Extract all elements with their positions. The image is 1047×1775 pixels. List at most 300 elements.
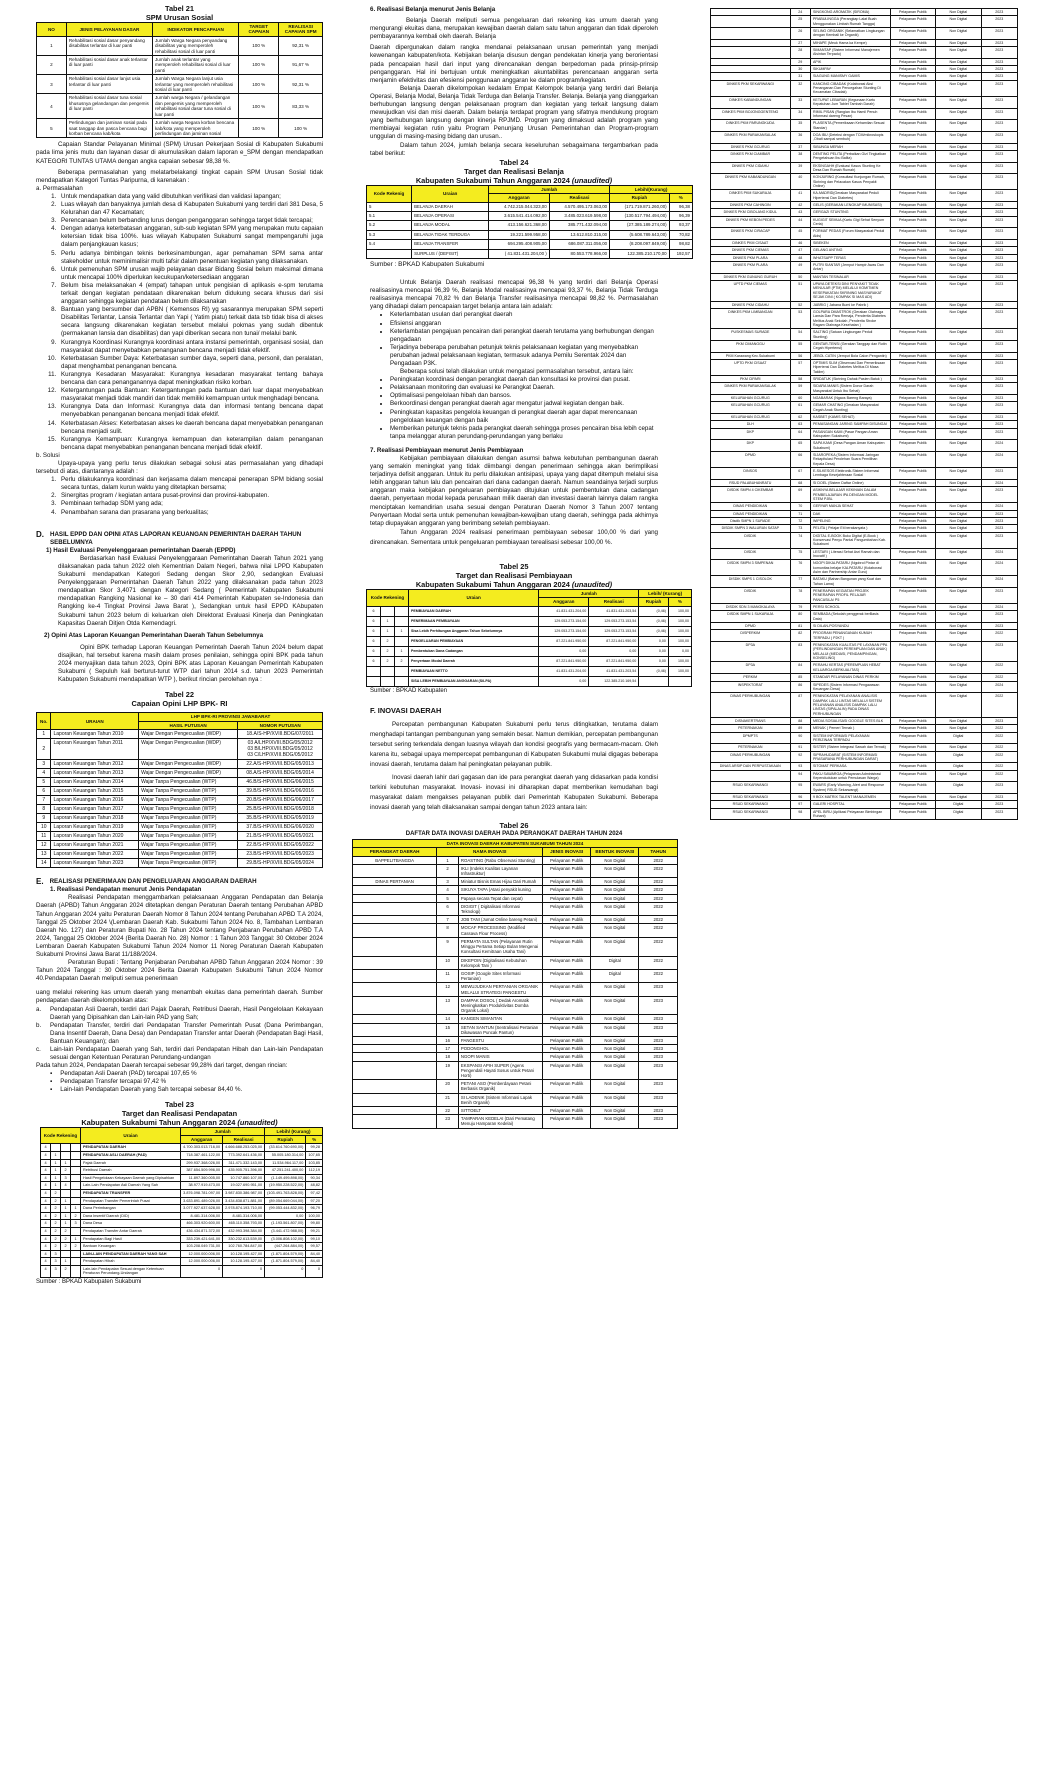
table-cell: (171.719.871.260,00): [610, 202, 669, 211]
list-item: 15. Kurangnya Kemampuan: Kurangnya kemampuan dan keterampilan dalam penanganan bencana dapat menyebabkan penanganan bencana menjadi tidak efektif.: [58, 436, 323, 452]
t24-header-kode: Kode Rekenig: [367, 185, 412, 202]
table-cell: 70,82: [669, 230, 692, 239]
table-cell: Non Digital: [936, 604, 981, 611]
table-cell: [381, 666, 395, 676]
table-cell: 0,00: [265, 1212, 306, 1220]
table-cell: Non Digital: [936, 487, 981, 503]
table-cell: Pelayanan Publik: [890, 281, 935, 301]
table-23-subtitle: [36, 1118, 323, 1127]
table-cell: ( 41.831.431.204,00 ): [489, 249, 549, 258]
table-cell: 2: [381, 646, 395, 656]
table-cell: 2: [51, 1189, 61, 1197]
table-cell: Laporan Keuangan Tahun 2013: [51, 769, 139, 778]
table-row: [711, 452, 1018, 468]
table-cell: 112,19: [306, 1167, 323, 1175]
table-row: [711, 525, 1018, 532]
table-cell: DINAS PERTANIAN: [353, 878, 437, 886]
table-cell: 50: [790, 273, 810, 280]
table-cell: SINGKONG AROMATIK (SIROMA): [811, 9, 891, 16]
table-cell: Retribusi Daerah: [81, 1167, 181, 1175]
table-cell: 2023: [981, 247, 1017, 254]
table-cell: 0,00: [539, 646, 589, 656]
table-cell: PASANGAN KAMI (Pasar Pangan Aman Kabupaten Sukabumi): [811, 428, 891, 440]
t25-header-jumlah: Jumlah: [539, 589, 639, 597]
table-cell: Wajar Tanpa Pengecualian (WTP): [139, 787, 238, 796]
table-24-title: Target dan Realisasi Belanja: [464, 166, 564, 176]
table-cell: PUTRI SIANTAR (Jemput Hampir Awas Dan Antar): [811, 262, 891, 274]
table-row: [711, 794, 1018, 801]
table-cell: 1: [61, 1205, 71, 1213]
table-cell: 2023: [981, 487, 1017, 503]
section-e-heading: [36, 878, 323, 886]
table-cell: Rehabilitasi sosial dasar lanjut usia terlantar di luar panti: [66, 75, 152, 94]
table-cell: 2023: [639, 983, 678, 996]
table-cell: Laporan Keuangan Tahun 2014: [51, 778, 139, 787]
table-cell: 2.978.874.193.710,00: [223, 1205, 265, 1213]
table-cell: Pelayanan Publik: [890, 782, 935, 794]
table-cell: 96,79: [306, 1205, 323, 1213]
table-cell: 21.B/S-HP/XVIII.BDG/05/2021: [238, 832, 323, 841]
section-7-paragraph-2: Tahun Anggaran 2024 realisasi penerimaan pembiayaan sebesar 100,00 % dari yang direncanakan. Sementara untuk pengeluaran pembiayaan terealisasi sebesar 100,00 %.: [370, 528, 658, 546]
table-cell: 2023: [981, 39, 1017, 46]
table-cell: Laporan Keuangan Tahun 2023: [51, 859, 139, 868]
table-cell: 55.005.180.314,00: [265, 1151, 306, 1159]
table-cell: Non Digital: [591, 1115, 639, 1128]
table-cell: [711, 66, 791, 73]
table-cell: 15: [437, 1023, 459, 1036]
table-cell: 2: [51, 1205, 61, 1213]
table-cell: SIJAROPEKA (Sistem Informasi Jaringan Rekapitulasi Perolehan Suara Pemilihan Kepala Desa): [811, 452, 891, 468]
table-cell: 3: [37, 75, 67, 94]
table-cell: Pelayanan Publik: [543, 856, 591, 864]
table-cell: Non Digital: [591, 1023, 639, 1036]
table-cell: Pendapatan Transfer Pemerintah Pusat: [81, 1197, 181, 1205]
table-cell: Laporan Keuangan Tahun 2012: [51, 760, 139, 769]
table-cell: Non Digital: [936, 517, 981, 524]
table-cell: 4: [41, 1265, 51, 1277]
table-cell: 10.747.860.107,00: [223, 1174, 265, 1182]
table-cell: OPTIMIS SLIM (Observasi Dan Pemeriksaan Hipertensi Dan Diabetes Melitus Di Masa Taklim): [811, 359, 891, 375]
table-cell: 72: [790, 517, 810, 524]
table-cell: Pelayanan Publik: [543, 937, 591, 956]
table-cell: 2023: [981, 308, 1017, 328]
table-cell: 5: [37, 778, 51, 787]
solutions-list: [36, 476, 323, 516]
table-cell: 12.000.000.006,00: [181, 1258, 223, 1266]
table-cell: 46.B/S-HP/XVIII.BDG/06/2015: [238, 778, 323, 787]
table-cell: Non Digital: [936, 359, 981, 375]
list-item: 3. Perencanaan belum berbanding lurus dengan penganggaran sehingga target tidak tercapai;: [58, 217, 323, 225]
table-cell: [395, 666, 409, 676]
table-cell: 0,00: [639, 646, 669, 656]
table-cell: Pelayanan Publik: [890, 254, 935, 261]
table-cell: Non Digital: [936, 642, 981, 662]
table-row: [37, 778, 323, 787]
t25-header-realisasi: Realisasi: [589, 598, 639, 606]
table-cell: Pelayanan Publik: [890, 174, 935, 190]
table-cell: 2023: [981, 517, 1017, 524]
table-cell: 385.771.432.094,00: [549, 221, 609, 230]
section-7-paragraph-1: Kebijakan pembiayaan dilakukan dengan asumsi bahwa kebutuhan pembangunan daerah yang semakin meningkat yang tidak diimbangi dengan penerimaan sehingga akan berimplikasi terjadinya defisit anggaran. Untuk itu perlu dilakukan antisipasi, upaya yang dapat ditempuh melalui sisa lebih anggaran tahun lalu dan pencairan dari dana cadangan daerah. Namun seandainya terjadi surplus anggaran maka kebijakan pengeluaran pembiayaan ditujukan untuk pembentukan dana cadangan daerah, penyertaan modal kepada perusahaan milik daerah dan investasi daerah lainnya dalam rangka menciptakan kemandirian usaha sesuai dengan Peraturan Daerah Nomor 3 Tahun 2007 tentang Penyertaan Modal serta untuk pemenuhan kewajiban-kewajiban utang daerah, sehingga pada akhirnya tetap diupayakan anggaran yang berimbang setelah pembiayaan.: [370, 455, 658, 527]
table-cell: DINKES PKM CIAMBAR: [711, 150, 791, 162]
table-cell: Non Digital: [936, 262, 981, 274]
table-cell: 4: [41, 1151, 51, 1159]
table-cell: Pelayanan Publik: [890, 681, 935, 693]
table-cell: 2023: [981, 801, 1017, 808]
table-cell: Pelayanan Publik: [890, 150, 935, 162]
table-row: [711, 717, 1018, 724]
table-cell: [395, 616, 409, 626]
table-cell: [71, 1174, 81, 1182]
table-row: [711, 209, 1018, 216]
table-cell: 2023: [981, 202, 1017, 209]
table-cell: Pelayanan Publik: [543, 1015, 591, 1023]
table-row: [711, 150, 1018, 162]
table-cell: 2023: [981, 80, 1017, 96]
table-cell: 46: [790, 240, 810, 247]
table-cell: DINKES PKM KABANDUNGAN: [711, 174, 791, 190]
table-cell: 2: [51, 1212, 61, 1220]
table-cell: Pelayanan Publik: [890, 421, 935, 428]
table-row: [353, 878, 678, 886]
table-cell: 100 %: [239, 75, 279, 94]
table-cell: 2024: [981, 479, 1017, 486]
t26-header-jenis: JENIS INOVASI: [543, 848, 591, 856]
table-cell: Pelayanan Publik: [890, 47, 935, 59]
table-cell: Pelayanan Publik: [890, 588, 935, 604]
table-cell: 100 %: [239, 119, 279, 138]
table-cell: 2: [395, 656, 409, 666]
table-cell: 67: [790, 468, 810, 480]
table-cell: 83,33 %: [279, 94, 323, 119]
table-cell: 33: [790, 96, 810, 108]
table-cell: [353, 1093, 437, 1106]
table-cell: [71, 1258, 81, 1266]
table-row: [41, 1205, 323, 1213]
table-cell: Pelayanan Publik: [890, 190, 935, 202]
table-cell: Non Digital: [936, 479, 981, 486]
table-cell: DIGITAL E-BOOK Buku Digital (E-Book ) Konservasi Penyu Pantai Pangumbahan Kab. Sukabumi: [811, 532, 891, 548]
table-cell: 2023: [981, 611, 1017, 623]
problems-list: [36, 193, 323, 452]
table-cell: TAMPARAN KEDELAI (Dari Pematang Menuju Hamparan Kedelai): [458, 1115, 542, 1128]
table-row: [353, 1045, 678, 1053]
table-cell: Digital: [936, 751, 981, 763]
table-cell: IKLI (Indeks Kualitas Layanan Infrastruktur): [458, 864, 542, 877]
table-cell: Non Digital: [936, 630, 981, 642]
table-cell: DISPERKIM: [711, 630, 791, 642]
table-cell: SISA LEBIH PEMBIAYAAN ANGGARAN (SiLPA): [409, 676, 539, 686]
table-cell: DISDIK SMPS 1 CISOLOK: [711, 576, 791, 588]
table-row: [353, 1023, 678, 1036]
section-e1-heading: 1. Realisasi Pendapatan menurut Jenis Pendapatan: [50, 886, 202, 894]
table-cell: 2022: [639, 916, 678, 924]
table-cell: Pelayanan Publik: [890, 642, 935, 662]
list-item: 5. Perlu adanya bimbingan teknis berkesinambungan, agar pemahaman SPM sama antar stakeholder untuk meminimalisir multi tafsir dalam penentuan kegiatan yang dilaksanakan.: [58, 250, 323, 266]
table-cell: Non Digital: [936, 340, 981, 352]
table-cell: 63: [790, 421, 810, 428]
table-row: [367, 249, 693, 258]
table-cell: Pendapatan Bagi Hasil: [81, 1235, 181, 1243]
table-cell: 2: [71, 1243, 81, 1251]
table-cell: 87.221.841.950,00: [589, 656, 639, 666]
table-cell: 47.251.241.400,00: [265, 1167, 306, 1175]
table-cell: 81: [790, 623, 810, 630]
table-cell: PKM CIPARI: [711, 375, 791, 382]
table-cell: 4: [41, 1159, 51, 1167]
table-row: [711, 642, 1018, 662]
table-cell: 66: [790, 452, 810, 468]
table-row: [367, 606, 692, 616]
table-cell: 6: [437, 902, 459, 915]
table-cell: DOA IBU (Deteksi dengan TCM/mikroskopis ,Obati sampai sembuh): [811, 131, 891, 143]
table-cell: (89.054.669.044,00): [265, 1197, 306, 1205]
table-cell: Laporan Keuangan Tahun 2022: [51, 850, 139, 859]
table-cell: Pelayanan Publik: [890, 517, 935, 524]
section-e-title: REALISASI PENERIMAAN DAN PENGELUARAN ANGGARAN DAERAH: [49, 878, 257, 886]
table-row: [41, 1258, 323, 1266]
table-cell: DPMPTS: [711, 732, 791, 744]
table-cell: Non Digital: [936, 73, 981, 80]
table-cell: 1: [71, 1205, 81, 1213]
list-item: 12. Ketergantungan pada Bantuan: Ketergantungan pada bantuan dari luar dapat menyebabkan masyarakat menjadi tidak mandiri dan tidak memiliki kemampuan untuk menghadapi bencana.: [58, 387, 323, 403]
table-cell: GERGAZI STUNTING: [811, 209, 891, 216]
table-cell: Non Digital: [591, 924, 639, 937]
table-cell: Pelayanan Publik: [890, 440, 935, 452]
table-row: [711, 120, 1018, 132]
table-cell: 6: [367, 656, 381, 666]
table-cell: 2023: [981, 47, 1017, 59]
table-cell: [71, 1250, 81, 1258]
revenue-source-item: [36, 1046, 323, 1062]
table-row: [37, 119, 323, 138]
table-cell: 40: [790, 174, 810, 190]
table-row: [37, 859, 323, 868]
table-cell: Non Digital: [936, 80, 981, 96]
table-cell: 2023: [981, 468, 1017, 480]
table-cell: 23.B/S-HP/XVIII.BDG/05/2023: [238, 850, 323, 859]
table-26: [352, 839, 678, 1129]
table-cell: 2023: [981, 209, 1017, 216]
table-row: [711, 273, 1018, 280]
table-cell: Wajar Tanpa Pengecualian (WTP): [139, 823, 238, 832]
table-cell: 2023: [639, 1093, 678, 1106]
table-cell: JOB TANI (Jumat Online bareng Petani): [458, 916, 542, 924]
table-cell: 2022: [981, 693, 1017, 718]
table-cell: 1: [381, 626, 395, 636]
table-cell: 7: [37, 796, 51, 805]
table-cell: Laporan Keuangan Tahun 2017: [51, 805, 139, 814]
t23-header-anggaran: Anggaran: [181, 1135, 223, 1143]
table-row: [353, 864, 678, 877]
table-row: [37, 805, 323, 814]
table-cell: Pelayanan Publik: [543, 1023, 591, 1036]
table-cell: Pelayanan Publik: [890, 96, 935, 108]
table-cell: DINKES PKM CIBOLANG KIDUL: [711, 209, 791, 216]
table-cell: Dana Perimbangan: [81, 1205, 181, 1213]
list-item: ▪ Pendapatan Asli Daerah (PAD) tercapai 107,65 %: [64, 1070, 323, 1078]
table-cell: Non Digital: [936, 329, 981, 341]
table-row: [367, 626, 692, 636]
table-row: [711, 630, 1018, 642]
table-cell: [381, 606, 395, 616]
table-cell: JABRIG ( Jabana Bumi ke Pabrik ): [811, 301, 891, 308]
table-cell: [61, 1250, 71, 1258]
table-cell: 9 BOX MATRIX TALENT MANAJEMEN: [811, 794, 891, 801]
table-cell: Non Digital: [591, 1036, 639, 1044]
table-row: [711, 560, 1018, 576]
table-cell: Pelayanan Publik: [890, 717, 935, 724]
table-cell: Pendapatan Transfer Antar Daerah: [81, 1227, 181, 1235]
table-cell: 2023: [981, 131, 1017, 143]
table-cell: 4: [41, 1144, 51, 1152]
table-cell: Non Digital: [936, 611, 981, 623]
list-item: • Memberikan petunjuk teknis pada perangkat daerah sehingga proses pencairan bisa lebih cepat tanpa melanggar aturan perundang-perundangan yang berlaku: [390, 425, 658, 441]
revenue-achievement-list: [36, 1070, 323, 1094]
table-cell: PELITA ( Pelajar Eti berakanyata ): [811, 525, 891, 532]
table-cell: Pelayanan Publik: [890, 39, 935, 46]
table-cell: DINKES PKM PARAKANSALAK: [711, 131, 791, 143]
table-row: [37, 841, 323, 850]
table-25: [366, 589, 692, 687]
table-row: [353, 1115, 678, 1128]
table-cell: APEL BIRU (Aplikasi Pelayanan Bimbingan Ruhani): [811, 808, 891, 820]
table-cell: 4: [41, 1189, 51, 1197]
table-cell: Dana Insentif Daerah (DID): [81, 1212, 181, 1220]
table-cell: 4: [41, 1250, 51, 1258]
table-cell: 4: [37, 94, 67, 119]
table-cell: MANTAN TESINALAR: [811, 273, 891, 280]
table-cell: 2023: [981, 240, 1017, 247]
table-cell: Non Digital: [936, 414, 981, 421]
table-cell: (1.871.804.579,00): [265, 1250, 306, 1258]
table-row: [353, 956, 678, 969]
table-row: [711, 414, 1018, 421]
t24-header-uraian: Uraian: [412, 185, 489, 202]
list-item: • Berkoordinasi dengan perangkat daerah agar mengatur jadwal kegiatan dengan baik.: [390, 400, 658, 408]
table-cell: 2: [61, 1235, 71, 1243]
table-cell: Pelayanan Publik: [890, 794, 935, 801]
table-cell: 93,37: [669, 221, 692, 230]
table-cell: Pelayanan Publik: [543, 1036, 591, 1044]
table-cell: 4.700.303.013.716,00: [181, 1144, 223, 1152]
table-cell: DINKES PKM PLARA: [711, 254, 791, 261]
table-cell: EKSPANSI APIH SUPER (Agens Pengendali Hayati Sosus untuk Petani Horti): [458, 1061, 542, 1080]
table-row: [711, 395, 1018, 402]
list-item: • Optimalisasi pengelolaan hibah dan bansos.: [390, 392, 658, 400]
table-cell: 4.666.688.253.025,00: [223, 1144, 265, 1152]
section-d-title: HASIL EPPD DAN OPINI ATAS LAPORAN KEUANGAN PEMERINTAH DAERAH TAHUN SEBELUMNYA: [50, 530, 302, 546]
table-cell: KANGEN SIMANTAN: [458, 1015, 542, 1023]
table-cell: 99,57: [306, 1243, 323, 1251]
table-cell: 2023: [981, 281, 1017, 301]
table-cell: [353, 864, 437, 877]
table-cell: Digital: [936, 782, 981, 794]
table-cell: 29: [790, 58, 810, 65]
table-cell: [711, 47, 791, 59]
table-row: [711, 517, 1018, 524]
table-cell: Non Digital: [936, 96, 981, 108]
table-cell: 2023: [639, 1080, 678, 1093]
table-cell: Pelayanan Publik: [890, 744, 935, 751]
table-cell: 2023: [981, 216, 1017, 228]
table-cell: [367, 676, 381, 686]
item-text: Lain-lain Pendapatan Daerah yang Sah, terdiri dari Pendapatan Hibah dan Lain-lain Pendapatan sesuai dengan Ketentuan Peraturan Perundang-undangan: [50, 1046, 323, 1062]
t23-header-realisasi: Realisasi: [223, 1135, 265, 1143]
table-cell: 18.A/S-HP/XVIII.BDG/07/2011: [238, 730, 323, 739]
table-cell: DKP: [711, 428, 791, 440]
table-21: [36, 22, 323, 138]
table-cell: 84,40: [306, 1250, 323, 1258]
table-cell: 100 %: [239, 94, 279, 119]
table-cell: 686.087.311.056,00: [549, 240, 609, 249]
table-cell: 22: [437, 1106, 459, 1114]
table-cell: 13.612.810.315,00: [549, 230, 609, 239]
table-cell: 2023: [981, 190, 1017, 202]
table-cell: GEMAR CHATING (Gerakan Masyarakat Cegah Anak Stunting): [811, 402, 891, 414]
table-row: [353, 1106, 678, 1114]
table-cell: [711, 16, 791, 28]
table-cell: 2023: [981, 143, 1017, 150]
table-row: [711, 66, 1018, 73]
table-cell: 103,85: [306, 1159, 323, 1167]
table-cell: Non Digital: [936, 725, 981, 732]
table-cell: 2024: [981, 560, 1017, 576]
table-cell: MENAK ( Pemeri Ternak ): [811, 725, 891, 732]
table-cell: PERAHU KERTAS (PEREMPUAN HEBAT KELUARGA BERKUALITAS): [811, 662, 891, 674]
table-cell: SIMANTAP (Sistem Informasi Manajemen Alsintan Terpadu): [811, 47, 891, 59]
table-cell: 3: [51, 1250, 61, 1258]
table-cell: 2023: [981, 262, 1017, 274]
table-cell: Non Digital: [936, 108, 981, 120]
table-cell: Pembentukan Dana Cadangan: [409, 646, 539, 656]
table-cell: 2023: [981, 228, 1017, 240]
table-22: [36, 712, 323, 868]
table-cell: PETANI ASO (Pemberdayaan Petani Berbasis Organik): [458, 1080, 542, 1093]
table-cell: Digital: [591, 956, 639, 969]
table-cell: 54: [790, 329, 810, 341]
table-cell: Non Digital: [936, 468, 981, 480]
table-cell: Pelayanan Publik: [543, 1093, 591, 1106]
table-cell: PKM Karawang Kec.Sukabumi: [711, 352, 791, 359]
table-cell: Pelayanan Publik: [890, 247, 935, 254]
table-cell: PROGRAM PENANGANAN KUMUH TERPADU ( P2KT ): [811, 630, 891, 642]
table-cell: [353, 1080, 437, 1093]
table-cell: 2023: [639, 996, 678, 1015]
table-cell: 19.221.599.958,00: [489, 230, 549, 239]
table-cell: 1: [61, 1159, 71, 1167]
table-cell: 100,00: [668, 606, 691, 616]
table-row: [711, 503, 1018, 510]
table-cell: 52: [790, 301, 810, 308]
table-cell: Pelayanan Publik: [890, 66, 935, 73]
list-item: 8. Bantuan yang bersumber dari APBN ( Kemensos RI) yg sasarannya merupakan SPM seperti Disabilitas Terlantar, Lansia Terlantar dan Yapi ( Yatim piatu) terkait data tsb tidak bisa di akses secara langsung dikarenakan kegiatan tersebut melalui pokmas yang sudah dibentuk (permakanan lansia dan disabilitas) dan yapi diberikan secara non tunai/ melalui bank.: [58, 306, 323, 338]
table-cell: 2022: [981, 674, 1017, 681]
table-cell: MEDIA SOSIALISASI GOOGLE SITES BLK: [811, 717, 891, 724]
table-row: [353, 1053, 678, 1061]
table-cell: 2023: [981, 510, 1017, 517]
table-cell: 65: [790, 440, 810, 452]
list-item: 1. Untuk mendapatkan data yang valid dibutuhkan verifikasi dan validasi lapangan;: [58, 193, 323, 201]
table-cell: Pelayanan Publik: [543, 886, 591, 894]
table-row: [711, 352, 1018, 359]
table-cell: DINAS PERHUBUNGAN: [711, 693, 791, 718]
table-cell: Non Digital: [936, 428, 981, 440]
table-cell: 4: [41, 1212, 51, 1220]
list-item: 7. Belum bisa melaksanakan 4 (empat) tahapan untuk pengisian di aplikasis e-spm terutama terkait dengan kegiatan pendataan dikarenakan belum didukung secara khusus dari sisi anggaran sehingga kegiatan pendataan belum dilaksanakan: [58, 282, 323, 306]
table-cell: [353, 1023, 437, 1036]
table-cell: 2: [51, 1235, 61, 1243]
